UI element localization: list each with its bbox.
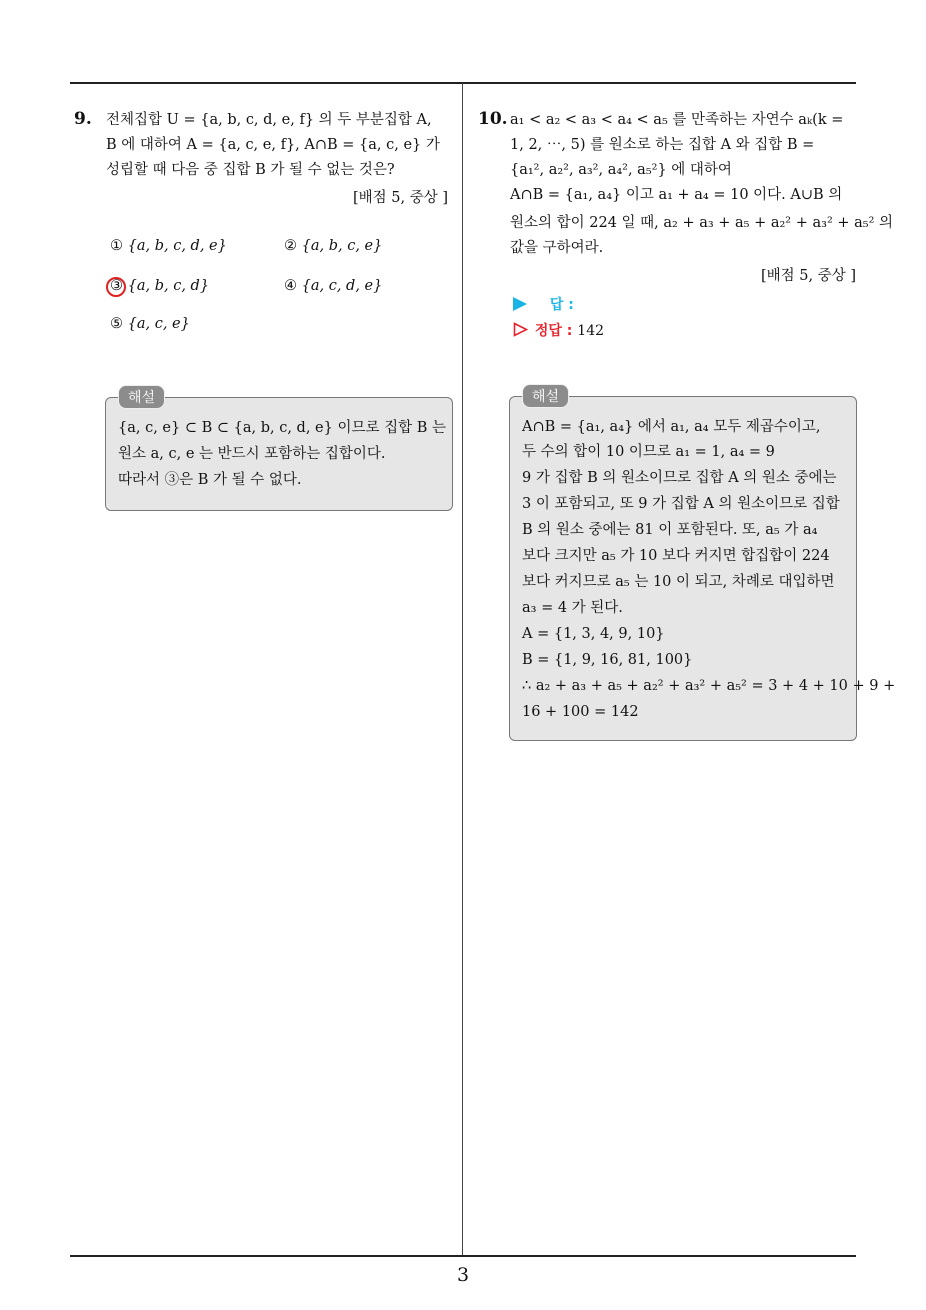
choice-4[interactable] — [284, 278, 382, 294]
choice-text: {a, c, d, e} — [301, 278, 383, 294]
question-text-line: {a₁², a₂², a₃², a₄², a₅²} 에 대하여 — [510, 162, 732, 178]
explanation-tag: 해설 — [118, 385, 165, 409]
question-number: 9. — [74, 109, 92, 129]
explanation-line: 보다 크지만 a₅ 가 10 보다 커지면 합집합이 224 — [522, 548, 830, 564]
answer-row — [513, 294, 574, 314]
choice-text: {a, c, e} — [127, 316, 190, 332]
explanation-line: 원소 a, c, e 는 반드시 포함하는 집합이다. — [118, 446, 386, 462]
choice-5[interactable] — [110, 316, 190, 332]
choice-text: {a, b, c, d, e} — [127, 238, 227, 254]
top-rule — [70, 82, 856, 84]
column-divider — [462, 83, 463, 1255]
correct-answer-value: 142 — [577, 323, 605, 339]
question-text-line: A∩B = {a₁, a₄} 이고 a₁ + a₄ = 10 이다. A∪B 의 — [510, 187, 843, 203]
explanation-line: B = {1, 9, 16, 81, 100} — [522, 652, 693, 668]
explanation-line: B 의 원소 중에는 81 이 포함된다. 또, a₅ 가 a₄ — [522, 522, 818, 538]
score-label: [배점 5, 중상 ] — [760, 268, 856, 284]
outline-triangle-icon — [513, 322, 528, 337]
choice-number: ③ — [110, 278, 123, 294]
explanation-line: {a, c, e} ⊂ B ⊂ {a, b, c, d, e} 이므로 집합 B 는 — [118, 420, 446, 436]
explanation-line: 3 이 포함되고, 또 9 가 집합 A 의 원소이므로 집합 — [522, 496, 840, 512]
choice-number: ② — [284, 238, 297, 254]
question-text-line: B 에 대하여 A = {a, c, e, f}, A∩B = {a, c, e} 가 — [106, 137, 440, 153]
explanation-line: ∴ a₂ + a₃ + a₅ + a₂² + a₃² + a₅² = 3 + 4 + 10 + 9 + — [522, 678, 896, 694]
correct-answer-row — [513, 320, 604, 340]
explanation-line: A = {1, 3, 4, 9, 10} — [522, 626, 665, 642]
explanation-line: A∩B = {a₁, a₄} 에서 a₁, a₄ 모두 제곱수이고, — [522, 419, 821, 435]
correct-answer-label: 정답 : — [534, 323, 573, 339]
question-text-line: 원소의 합이 224 일 때, a₂ + a₃ + a₅ + a₂² + a₃² + a₅² 의 — [510, 215, 894, 231]
choice-1[interactable] — [110, 238, 227, 254]
explanation-line: 9 가 집합 B 의 원소이므로 집합 A 의 원소 중에는 — [522, 470, 837, 486]
score-label: [배점 5, 중상 ] — [352, 190, 448, 206]
choice-number: ① — [110, 238, 123, 254]
choice-text: {a, b, c, e} — [301, 238, 383, 254]
play-triangle-icon — [513, 297, 527, 311]
question-text-line: 성립할 때 다음 중 집합 B 가 될 수 없는 것은? — [106, 162, 395, 178]
explanation-line: 따라서 ③은 B 가 될 수 없다. — [118, 472, 302, 488]
question-text-line: 1, 2, ⋯, 5) 를 원소로 하는 집합 A 와 집합 B = — [510, 137, 815, 153]
bottom-rule — [70, 1255, 856, 1257]
explanation-line: 16 + 100 = 142 — [522, 704, 639, 720]
explanation-line: 두 수의 합이 10 이므로 a₁ = 1, a₄ = 9 — [522, 444, 775, 460]
choice-2[interactable] — [284, 238, 382, 254]
choice-3[interactable] — [110, 278, 209, 294]
explanation-box — [105, 397, 453, 511]
explanation-tag: 해설 — [522, 384, 569, 408]
choice-text: {a, b, c, d} — [127, 278, 210, 294]
question-text-line: 값을 구하여라. — [510, 240, 604, 256]
question-number: 10. — [478, 109, 508, 129]
page-number: 3 — [456, 1264, 470, 1286]
explanation-line: a₃ = 4 가 된다. — [522, 600, 623, 616]
answer-label: 답 : — [549, 297, 574, 313]
explanation-line: 보다 커지므로 a₅ 는 10 이 되고, 차례로 대입하면 — [522, 574, 835, 590]
choice-number: ④ — [284, 278, 297, 294]
question-text-line: a₁ < a₂ < a₃ < a₄ < a₅ 를 만족하는 자연수 aₖ(k = — [510, 112, 844, 128]
question-text-line: 전체집합 U = {a, b, c, d, e, f} 의 두 부분집합 A, — [106, 112, 432, 128]
explanation-box — [509, 396, 896, 741]
choice-number: ⑤ — [110, 316, 123, 332]
